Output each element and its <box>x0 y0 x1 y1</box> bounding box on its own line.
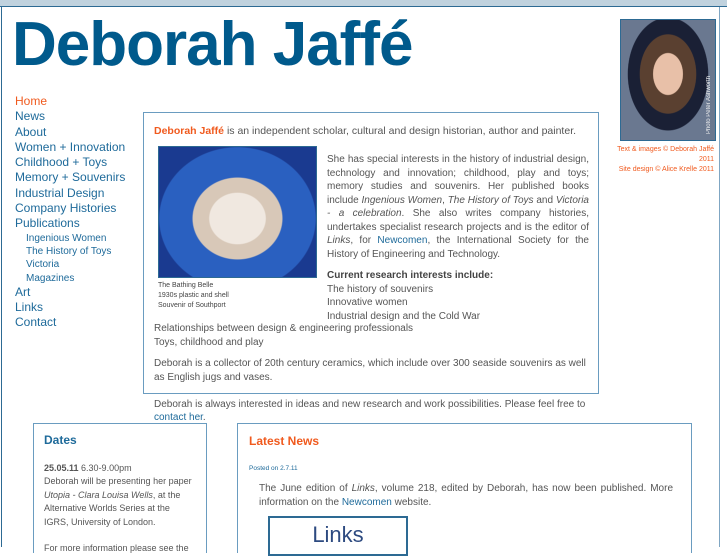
more-info-text: For more information please see the <box>44 543 189 553</box>
latest-news-box <box>237 423 692 553</box>
intro-text <box>154 125 576 139</box>
intro-box <box>143 112 599 394</box>
nav-item-contact[interactable]: Contact <box>15 315 57 330</box>
nav-item-the-history-of-toys[interactable]: The History of Toys <box>26 245 112 257</box>
design-credit: Site design © Alice Krelle 2011 <box>618 166 714 173</box>
intro-rest: is an independent scholar, cultural and design historian, author and painter. <box>224 125 577 137</box>
posted-date: Posted on 2.7.11 <box>249 465 298 472</box>
nav-item-ingenious-women[interactable]: Ingenious Women <box>26 232 107 244</box>
site-title[interactable]: Deborah Jaffé <box>12 10 413 79</box>
nav-item-magazines[interactable]: Magazines <box>26 272 75 284</box>
interests-heading: Current research interests include: <box>327 270 494 281</box>
contact-note: Deborah is always interested in ideas and new research and work possibilities. Please feel free to contact her. <box>154 399 586 423</box>
bio-paragraph: She has special interests in the history of industrial design, technology and innovation; childhood, play and toys; memory studies and souvenirs. Her published books include Ingenious Women, The History of Toys and Victoria - a celebration. She also writes company histories, undertakes specialist research projects and is the editor of Links, for Newcomen, the International Society for the History of Engineering and Technology. <box>327 154 589 260</box>
contact-link[interactable]: contact her <box>154 412 203 423</box>
nav-item-industrial-design[interactable]: Industrial Design <box>15 185 105 200</box>
intro-name: Deborah Jaffé <box>154 125 225 137</box>
copyright-credits <box>614 145 714 175</box>
caption-line: Souvenir of Southport <box>158 302 226 309</box>
bio-column <box>327 153 589 323</box>
nav-item-art[interactable]: Art <box>15 284 31 299</box>
newcomen-website-link[interactable]: Newcomen <box>341 497 392 508</box>
main-nav <box>15 94 125 331</box>
portrait-photo <box>620 19 716 141</box>
copyright-text: Text & images © Deborah Jaffé 2011 <box>617 146 714 163</box>
nav-item-news[interactable]: News <box>15 109 46 124</box>
dates-box <box>33 423 207 553</box>
nav-item-victoria[interactable]: Victoria <box>26 259 60 271</box>
nav-item-memory-souvenirs[interactable]: Memory + Souvenirs <box>15 170 126 185</box>
interest-item: Relationships between design & engineering professionals <box>154 323 414 334</box>
news-heading: Latest News <box>249 434 320 448</box>
interest-item: The history of souvenirs <box>327 283 434 295</box>
nav-item-links[interactable]: Links <box>15 300 44 315</box>
interest-item: Industrial design and the Cold War <box>327 310 481 322</box>
links-magazine-image[interactable]: Links <box>268 516 408 556</box>
caption-line: The Bathing Belle <box>158 282 214 289</box>
newcomen-link[interactable]: Newcomen <box>377 235 428 246</box>
interest-item: Toys, childhood and play <box>154 336 264 348</box>
nav-item-home[interactable]: Home <box>15 94 48 108</box>
nav-item-childhood-toys[interactable]: Childhood + Toys <box>15 155 108 170</box>
image-caption <box>158 281 229 311</box>
photo-credit: Photo Peter Ashworth <box>706 75 712 134</box>
dates-heading: Dates <box>44 433 77 447</box>
date-entry: 25.05.11 6.30-9.00pm Deborah will be presenting her paper Utopia - Clara Louisa Wells, at the Alternative Worlds Series at the IGRS, University of London. <box>44 462 192 527</box>
nav-item-women-innovation[interactable]: Women + Innovation <box>15 139 126 154</box>
news-text: The June edition of Links, volume 218, edited by Deborah, has now been published. More information on the Newcomen website. <box>259 483 674 508</box>
nav-item-company-histories[interactable]: Company Histories <box>15 201 117 216</box>
bio-continued <box>154 322 590 392</box>
bathing-belle-image <box>158 146 317 278</box>
interest-item: Innovative women <box>327 297 408 308</box>
caption-line: 1930s plastic and shell <box>158 292 229 299</box>
nav-item-publications[interactable]: Publications <box>15 216 80 231</box>
nav-item-about[interactable]: About <box>15 124 47 139</box>
collector-text: Deborah is a collector of 20th century ceramics, which include over 300 seaside souvenirs as well as English jugs and vases. <box>154 358 586 383</box>
top-bar <box>0 0 727 7</box>
